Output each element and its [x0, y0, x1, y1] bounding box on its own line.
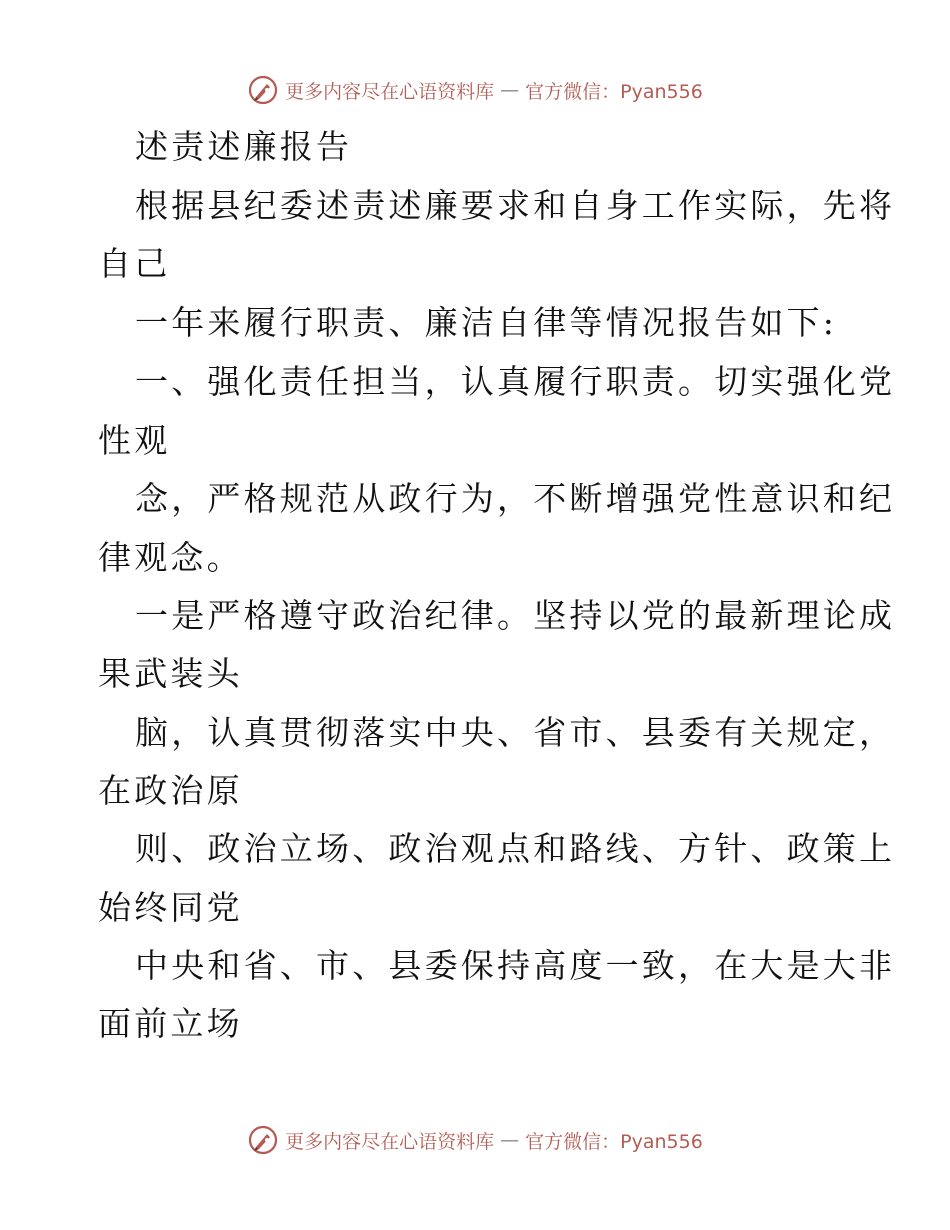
- paragraph-line: 脑，认真贯彻落实中央、省市、县委有关规定，: [135, 713, 896, 752]
- paragraph-line: 在政治原: [98, 771, 243, 810]
- watermark-header: [0, 70, 950, 110]
- paragraph-line: 一是严格遵守政治纪律。坚持以党的最新理论成: [135, 596, 896, 635]
- watermark-text: 更多内容尽在心语资料库: [285, 1130, 495, 1153]
- watermark-text: 更多内容尽在心语资料库: [285, 80, 495, 103]
- paragraph-line: 性观: [98, 421, 171, 460]
- paragraph-line: 念，严格规范从政行为，不断增强党性意识和纪: [135, 479, 896, 518]
- paragraph-line: 一、强化责任担当，认真履行职责。切实强化党: [135, 362, 896, 401]
- paragraph-line: 一年来履行职责、廉洁自律等情况报告如下:: [135, 303, 838, 342]
- paragraph-line: 根据县纪委述责述廉要求和自身工作实际，先将: [135, 186, 896, 225]
- pen-nib-icon: [247, 74, 279, 106]
- paragraph-line: 律观念。: [98, 538, 243, 577]
- paragraph-line: 则、政治立场、政治观点和路线、方针、政策上: [135, 829, 896, 868]
- watermark-contact: 官方微信：Pyan556: [525, 80, 703, 103]
- pen-nib-icon: [247, 1124, 279, 1156]
- paragraph-line: 中央和省、市、县委保持高度一致，在大是大非: [135, 946, 896, 985]
- paragraph-line: 面前立场: [98, 1004, 243, 1043]
- paragraph-line: 自己: [98, 244, 171, 283]
- document-title: 述责述廉报告: [135, 127, 353, 166]
- watermark-separator: —: [500, 1129, 520, 1151]
- watermark-separator: —: [500, 79, 520, 101]
- paragraph-line: 始终同党: [98, 888, 243, 927]
- watermark-contact: 官方微信：Pyan556: [525, 1130, 703, 1153]
- watermark-footer: [0, 1120, 950, 1160]
- paragraph-line: 果武装头: [98, 654, 243, 693]
